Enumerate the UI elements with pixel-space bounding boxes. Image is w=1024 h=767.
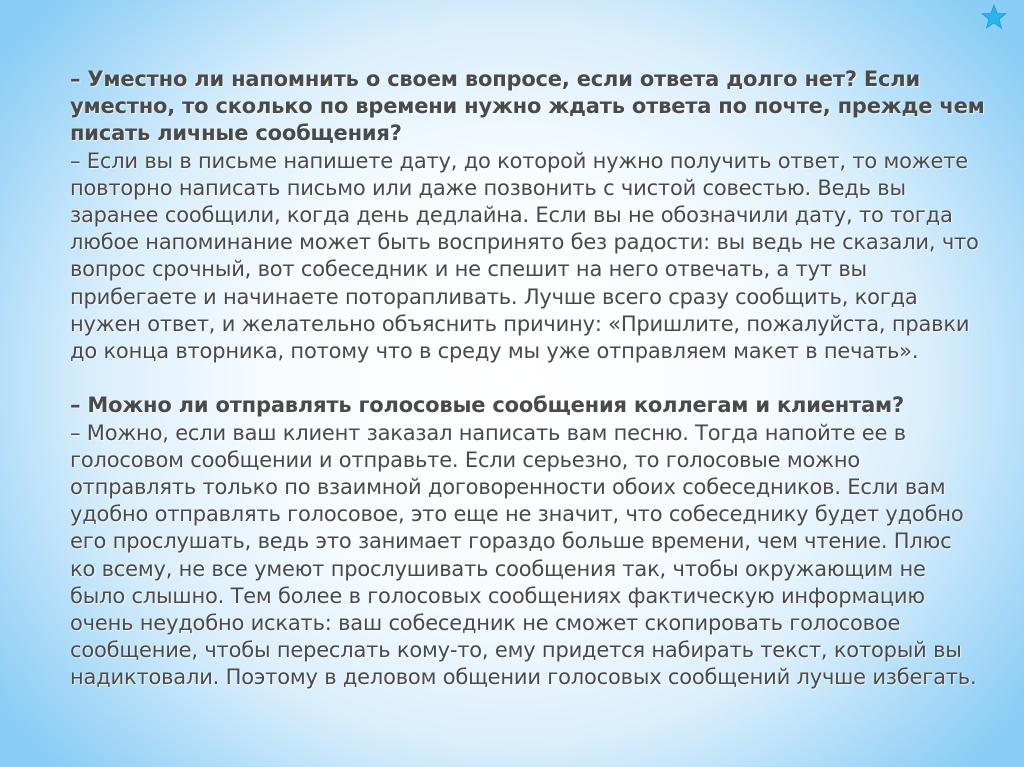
qa-block-2 — [70, 392, 977, 691]
question-line: уместно, то сколько по времени нужно ждать ответа по почте, прежде чем — [70, 94, 985, 119]
answer-line: было слышно. Тем более в голосовых сообщениях фактическую информацию — [70, 583, 925, 608]
answer-line: отправлять только по взаимной договоренности обоих собеседников. Если вам — [70, 475, 946, 500]
question-line: – Можно ли отправлять голосовые сообщения коллегам и клиентам? — [70, 393, 904, 418]
answer-line: – Можно, если ваш клиент заказал написать вам песню. Тогда напойте ее в — [70, 420, 906, 445]
answer-line: ко всему, не все умеют прослушивать сообщения так, чтобы окружающим не — [70, 556, 926, 581]
answer-line: очень неудобно искать: ваш собеседник не сможет скопировать голосовое — [70, 611, 901, 636]
answer-line: его прослушать, ведь это занимает гораздо больше времени, чем чтение. Плюс — [70, 529, 952, 554]
answer-line: вопрос срочный, вот собеседник и не спешит на него отвечать, а тут вы — [70, 257, 867, 282]
answer-line: – Если вы в письме напишете дату, до которой нужно получить ответ, то можете — [70, 148, 968, 173]
answer-line: голосовом сообщении и отправьте. Если серьезно, то голосовые можно — [70, 447, 861, 472]
star-icon — [981, 4, 1007, 30]
answer-line: любое напоминание может быть воспринято без радости: вы ведь не сказали, что — [70, 230, 979, 255]
answer-line: заранее сообщили, когда день дедлайна. Если вы не обозначили дату, то тогда — [70, 203, 953, 228]
slide-text — [70, 66, 985, 692]
answer-line: нужен ответ, и желательно объяснить причину: «Пришлите, пожалуйста, правки — [70, 311, 970, 336]
answer-line: повторно написать письмо или даже позвонить с чистой совестью. Ведь вы — [70, 175, 906, 200]
answer-line: прибегаете и начинаете поторапливать. Лучше всего сразу сообщить, когда — [70, 284, 918, 309]
answer-line: до конца вторника, потому что в среду мы уже отправляем макет в печать». — [70, 339, 919, 364]
answer-line: сообщение, чтобы переслать кому-то, ему придется набирать текст, который вы — [70, 638, 962, 663]
paragraph-gap — [70, 365, 970, 392]
answer-line: удобно отправлять голосовое, это еще не значит, что собеседнику будет удобно — [70, 502, 964, 527]
answer-line: надиктовали. Поэтому в деловом общении голосовых сообщений лучше избегать. — [70, 665, 977, 690]
qa-block-1 — [70, 66, 985, 365]
question-line: – Уместно ли напомнить о своем вопросе, если ответа долго нет? Если — [70, 67, 920, 91]
question-line: писать личные сообщения? — [70, 121, 402, 146]
